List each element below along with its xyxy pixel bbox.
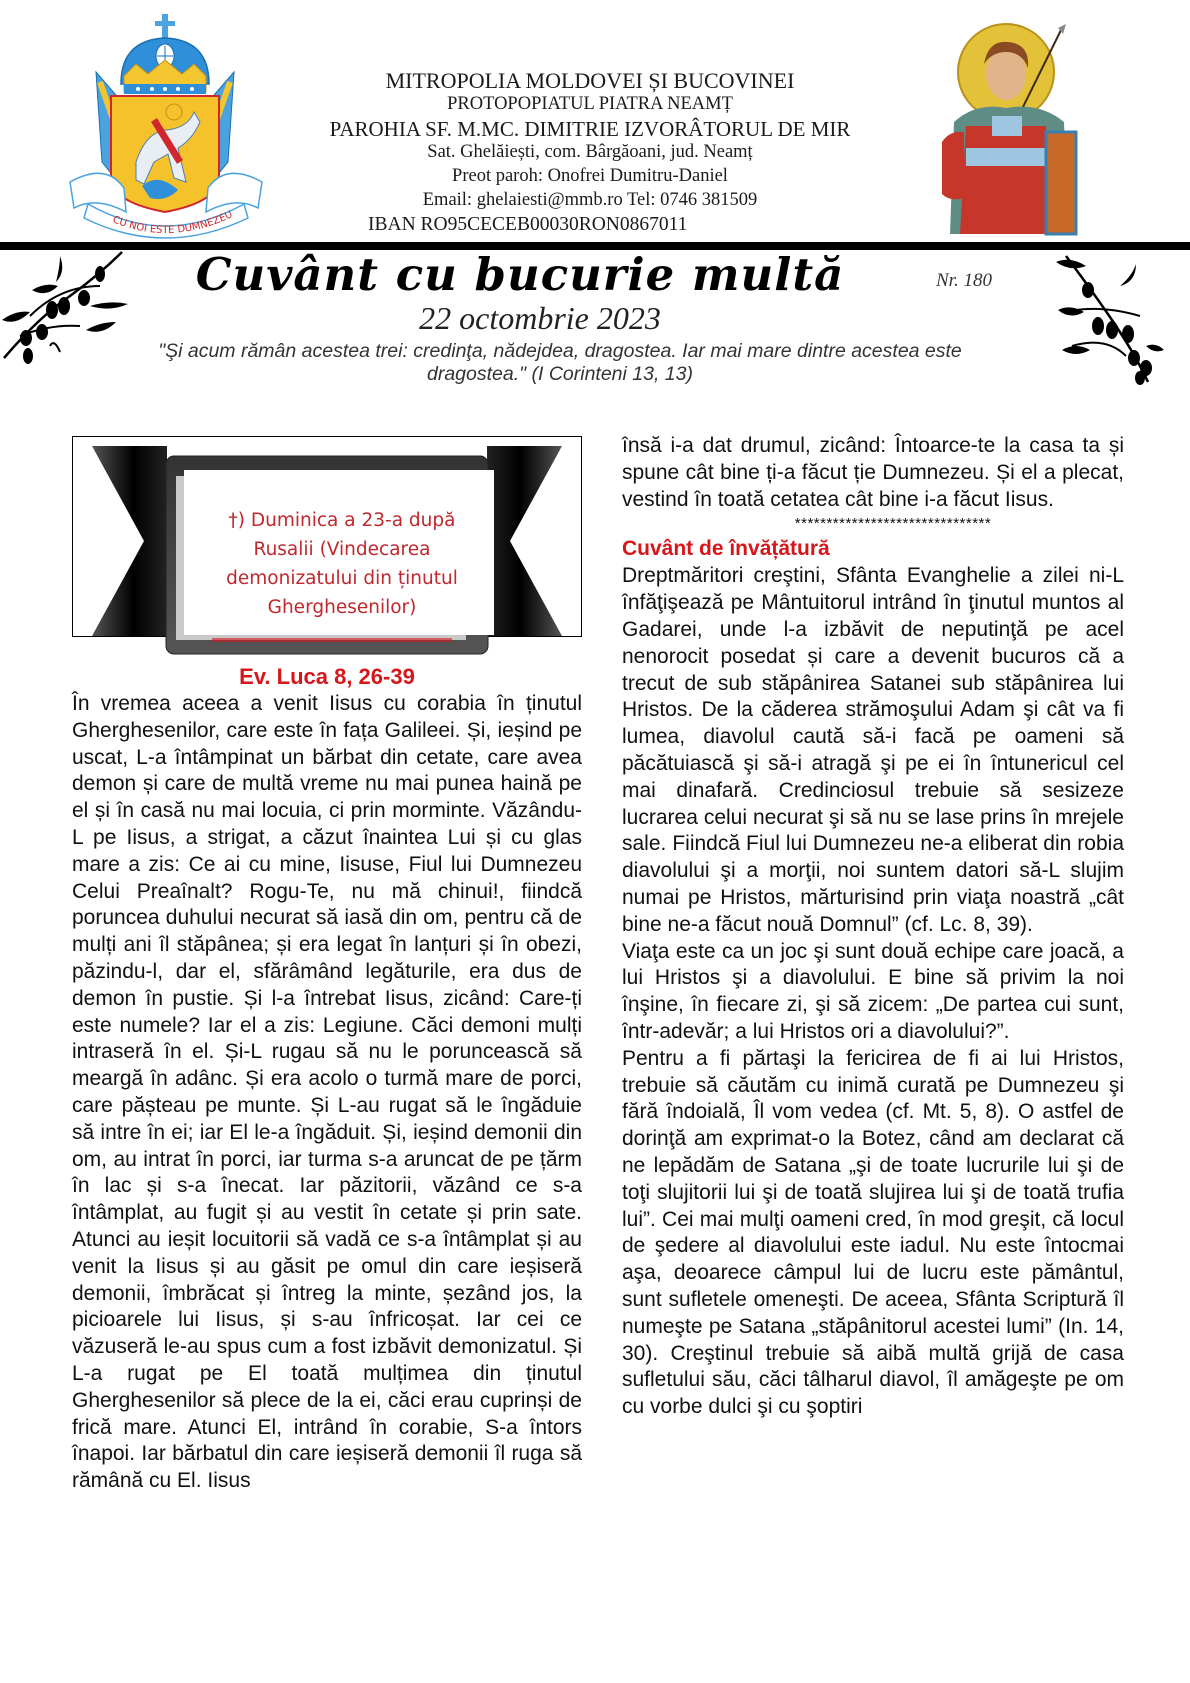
logo-motto-text: CU NOI ESTE DUMNEZEU	[110, 209, 235, 237]
gospel-text-column	[72, 691, 582, 1495]
sunday-title-line: Rusalii (Vindecarea	[253, 539, 431, 560]
sermon-paragraph: Viaţa este ca un joc şi sunt două echipe care joacă, a lui Hristos şi a diavolului. E bine să privim la noi înşine, în fiecare zi, şi să zicem: „De partea cui sunt, într-adevăr; a lui Hristos ori a diavolului?”.	[622, 939, 1124, 1043]
parish-name: PAROHIA SF. M.MC. DIMITRIE IZVORÂTORUL DE MIR	[329, 117, 851, 141]
parish-iban: IBAN RO95CECEB00030RON0867011	[368, 214, 688, 235]
parish-priest: Preot paroh: Onofrei Dumitru-Daniel	[452, 166, 728, 186]
metropolis-coat-of-arms-logo	[66, 12, 266, 240]
issue-date: 22 octombrie 2023	[419, 300, 661, 336]
sunday-title	[183, 506, 501, 622]
newsletter-title: Cuvânt cu bucurie multă	[195, 248, 845, 301]
scripture-motto: "Şi acum rămân acestea trei: credinţa, nădejdea, dragostea. Iar mai mare dintre acestea este dragostea." (I Corinteni 13, 13)	[158, 340, 962, 385]
sunday-title-line: demonizatului din ținutul	[226, 568, 458, 589]
olive-branch-right-decoration	[1036, 246, 1166, 386]
parish-contact: Email: ghelaiesti@mmb.ro Tel: 0746 381509	[422, 190, 758, 210]
protopopiat-name: PROTOPOPIATUL PIATRA NEAMȚ	[447, 94, 733, 114]
gospel-continuation: însă i-a dat drumul, zicând: Întoarce-te la casa ta și spune cât bine ți-a făcut ție Dumnezeu. Și el a plecat, vestind în toată cetatea cât bine i-a făcut Iisus.	[622, 434, 1124, 511]
sermon-paragraph: Dreptmăritori creştini, Sfânta Evanghelie a zilei ni-L înfăţişează pe Mântuitorul intrând în ţinutul muntos al Gadarei, unde l-a izbăvit de neputinţă pe acel nenorocit posedat și care a devenit bucuros că a trecut de sub stăpânirea Satanei sub stăpânirea lui Hristos. De la căderea strămoşului Adam şi cât va fi lumea, diavolul caută să-i facă pe oameni să păcătuiască şi să-i atragă şi pe ei în întunericul cel mai dinafară. Credinciosul trebuie să sesizeze lucrarea celui necurat şi să nu se lase prins în mrejele sale. Fiindcă Fiul lui Dumnezeu ne-a eliberat din robia diavolului şi a morţii, noi suntem datori să-L slujim numai pe Hristos, mărturisind prin viaţa noastră „cât bine ne-a făcut nouă Domnul” (cf. Lc. 8, 39).	[622, 564, 1124, 936]
sunday-title-line: †) Duminica a 23-a după	[228, 510, 456, 531]
olive-branch-left-decoration	[0, 246, 135, 366]
parish-header	[290, 70, 890, 239]
parish-address: Sat. Ghelăiești, com. Bârgăoani, jud. Neamț	[427, 142, 753, 162]
section-separator: *******************************	[794, 515, 992, 533]
sermon-column	[622, 433, 1124, 1421]
sermon-title: Cuvânt de învățătură	[622, 537, 830, 561]
sunday-title-line: Gherghesenilor)	[267, 597, 417, 618]
issue-number: Nr. 180	[936, 270, 992, 291]
gospel-text: În vremea aceea a venit Iisus cu corabia în ținutul Gherghesenilor, care este în fața Galileei. Și, ieșind pe uscat, L-a întâmpinat un bărbat din cetate, care avea demon și care de multă vreme nu mai punea haină pe el și în casă nu mai locuia, ci prin morminte. Văzându-L pe Iisus, a strigat, a căzut înaintea Lui și cu glas mare a zis: Ce ai cu mine, Iisuse, Fiul lui Dumnezeu Celui Preaînalt? Rogu-Te, nu mă chinui!, fiindcă poruncea duhului necurat să iasă din om, pentru că de mulți ani îl stăpânea; și era legat în lanțuri și în obezi, păzindu-l, dar el, sfărâmând legăturile, era dus de demon în pustie. Și l-a întrebat Iisus, zicând: Care-ți este numele? Iar el a zis: Legiune. Căci demoni mulți intraseră în el. Și-L rugau să nu le poruncească să meargă în adânc. Și era acolo o turmă mare de porci, care pășteau pe munte. Și L-au rugat să le îngăduie să intre în ei; iar El le-a îngăduit. Și, ieșind demonii din om, au intrat în porci, iar turma s-a aruncat de pe țărm în lac și s-a înecat. Iar păzitorii, văzând ce s-a întâmplat, au fugit și au vestit în cetate și prin sate. Atunci au ieșit locuitorii să vadă ce s-a întâmplat și au venit la Iisus și au găsit pe omul din care ieșiseră demonii, îmbrăcat și întreg la minte, șezând jos, la picioarele lui Iisus, și s-au înfricoșat. Iar cei ce văzuseră le-au spus cum a fost izbăvit demonizatul. Și L-a rugat pe El toată mulțimea din ținutul Gherghesenilor să plece de la ei, căci erau cuprinși de frică mare. Atunci El, intrând în corabie, S-a întors înapoi. Iar bărbatul din care ieșiseră demonii îl ruga să rămână cu El. Iisus	[72, 692, 582, 1493]
saint-dimitrie-icon-image	[936, 22, 1086, 236]
gospel-reference: Ev. Luca 8, 26-39	[239, 664, 415, 689]
sermon-paragraph: Pentru a fi părtaşi la fericirea de fi ai lui Hristos, trebuie să căutăm cu inimă curată pe Dumnezeu şi fără îndoială, Îl vom vedea (cf. Mt. 5, 8). O astfel de dorinţă am exprimat-o la Botez, când am declarat că ne lepădăm de Satana „şi de toate lucrurile lui şi de toţi slujitorii lui şi de toată slujirea lui şi de toată trufia lui”. Cei mai mulţi oameni cred, în mod greşit, că locul de şedere al diavolului este iadul. Nu este întocmai aşa, deoarece câmpul lui de lucru este pământul, sunt sufletele omeneşti. De aceea, Sfânta Scriptură îl numeşte pe Satana „stăpânitorul acestei lumi” (In. 14, 30). Creştinul trebuie să aibă multă grijă de casa sufletului său, căci tâlharul diavol, îl amăgeşte pe om cu vorbe dulci şi cu şoptiri	[622, 1046, 1124, 1419]
metropolis-name: MITROPOLIA MOLDOVEI ȘI BUCOVINEI	[385, 68, 795, 93]
